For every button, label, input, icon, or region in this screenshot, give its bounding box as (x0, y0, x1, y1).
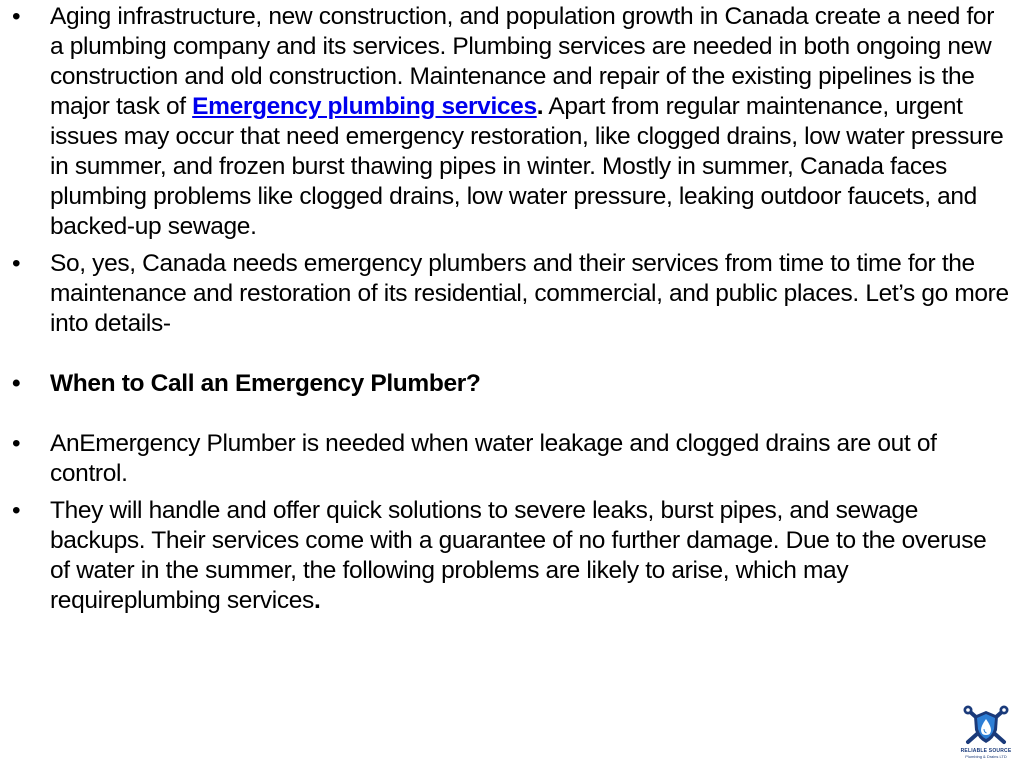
bullet-marker: • (12, 250, 21, 277)
logo-tagline: Plumbing & Drains LTD (965, 754, 1007, 759)
bullet-text: They will handle and offer quick solutions to severe leaks, burst pipes, and sewage backups. Their services come with a guarantee of no further damage. Due to the overuse of water in the summer, the following problems are likely to arise, which may requireplumbing services (50, 497, 987, 614)
bullet-text-continued: Apart from regular maintenance, urgent issues may occur that need emergency restoration, like clogged drains, low water pressure in summer, and frozen burst thawing pipes in winter. Mostly in summer, Canada faces plumbing problems like clogged drains, low water pressure, leaking outdoor faucets, and backed-up sewage. (50, 93, 1004, 240)
link-punctuation: . (536, 93, 544, 120)
bullet-text: AnEmergency Plumber is needed when water leakage and clogged drains are out of control. (50, 430, 937, 487)
bullet-marker: • (12, 370, 21, 397)
bullet-item-heading (12, 369, 1012, 399)
plumbing-wrench-shield-icon (960, 704, 1012, 748)
logo-name: RELIABLE SOURCE (960, 748, 1012, 754)
bullet-item-when-needed (12, 429, 1012, 489)
bullet-item-canada-needs (12, 249, 1012, 339)
bullet-marker: • (12, 497, 21, 524)
bullet-item-quick-solutions (12, 496, 1012, 616)
emergency-plumbing-services-link[interactable]: Emergency plumbing services (192, 93, 537, 120)
company-logo (960, 704, 1012, 764)
bullet-list (12, 2, 1012, 623)
bullet-marker: • (12, 430, 21, 457)
bullet-marker: • (12, 3, 21, 30)
section-heading: When to Call an Emergency Plumber? (50, 370, 481, 397)
bullet-item-infrastructure (12, 2, 1012, 242)
bullet-text: So, yes, Canada needs emergency plumbers and their services from time to time for the maintenance and restoration of its residential, commercial, and public places. Let’s go more into details- (50, 250, 1009, 337)
end-punctuation: . (313, 587, 321, 614)
bullet-text: Aging infrastructure, new construction, and population growth in Canada create a need for a plumbing company and its services. Plumbing services are needed in both ongoing new construction and old construction. Maintenance and repair of the existing pipelines is the major task of (50, 3, 995, 120)
